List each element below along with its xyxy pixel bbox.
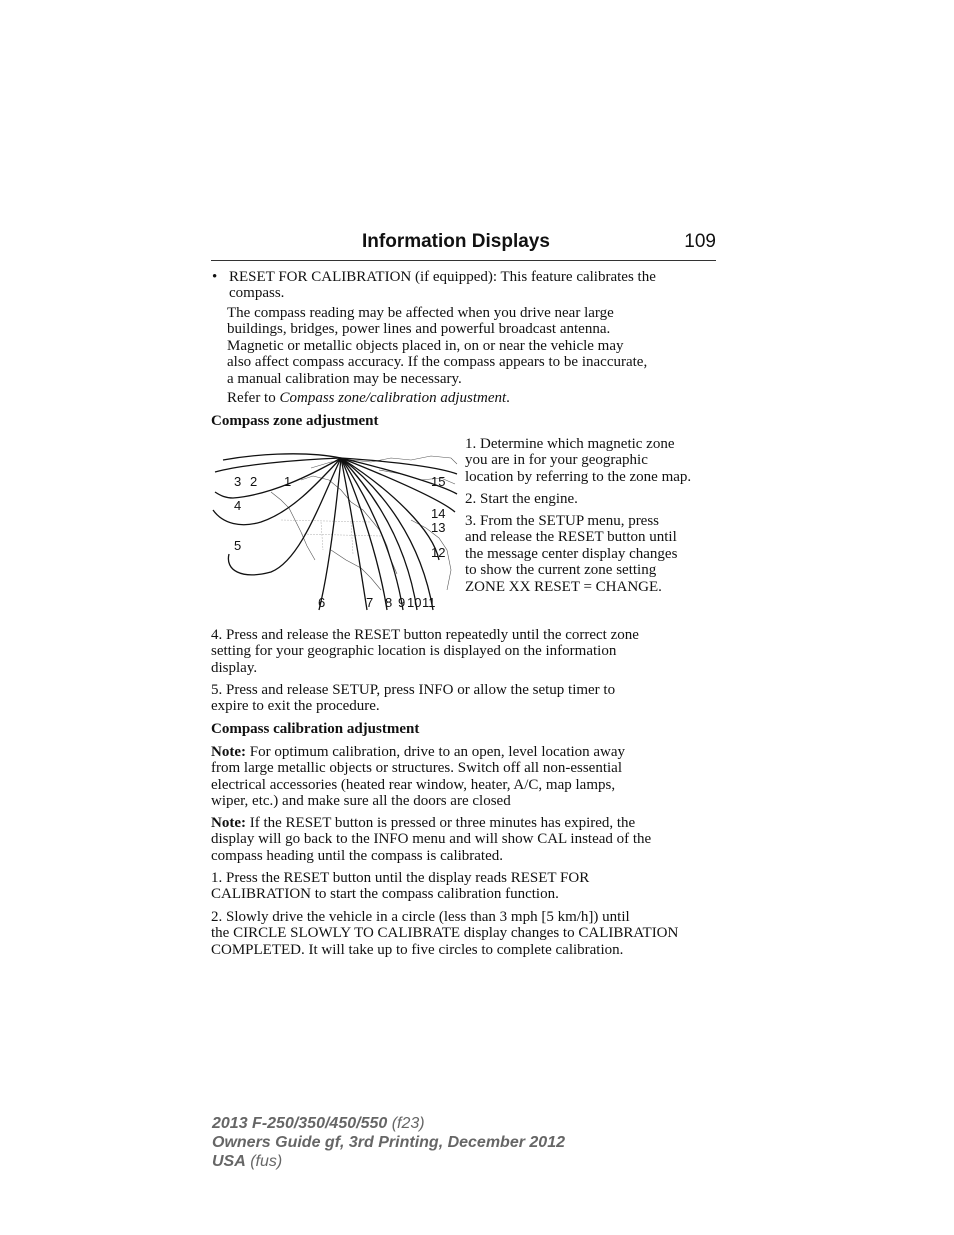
refer-link[interactable]: Compass zone/calibration adjustment <box>279 390 507 406</box>
text-line: to show the current zone setting <box>465 562 657 579</box>
zone-label: 13 <box>431 520 446 535</box>
bullet-marker: • <box>212 269 218 285</box>
zone-label: 5 <box>234 538 242 553</box>
note-label: Note: <box>211 815 246 831</box>
text-line: The compass reading may be affected when you drive near large <box>227 305 614 321</box>
text-line: COMPLETED. It will take up to five circles to complete calibration. <box>211 941 624 958</box>
text-line: RESET FOR CALIBRATION (if equipped): This feature calibrates the <box>229 269 656 285</box>
calibration-step-2 <box>211 909 678 958</box>
text-line: and release the RESET button until <box>465 529 677 546</box>
text-line: ZONE XX RESET = CHANGE. <box>465 578 662 595</box>
text-line: the CIRCLE SLOWLY TO CALIBRATE display changes to CALIBRATION <box>211 925 679 942</box>
zone-label: 1 <box>284 474 292 489</box>
text-line: location by referring to the zone map. <box>465 468 692 485</box>
zone-label: 8 <box>385 595 393 610</box>
text-line: also affect compass accuracy. If the compass appears to be inaccurate, <box>227 354 648 371</box>
calibration-step-1 <box>211 870 589 903</box>
text-line: compass heading until the compass is calibrated. <box>211 847 504 864</box>
text-line: electrical accessories (heated rear window, heater, A/C, map lamps, <box>211 776 616 793</box>
zone-label: 7 <box>366 595 374 610</box>
bullet-reset-calibration <box>229 269 656 302</box>
text-line: expire to exit the procedure. <box>211 698 380 715</box>
zone-step-1 <box>465 436 691 485</box>
compass-zone-map <box>211 450 459 612</box>
text-line: you are in for your geographic <box>465 452 648 469</box>
refer-suffix: . <box>506 390 510 406</box>
page-header <box>211 228 716 261</box>
zone-label: 11 <box>422 595 436 610</box>
text-line: 3. From the SETUP menu, press <box>465 513 660 529</box>
note-1 <box>211 744 625 810</box>
text-line: display will go back to the INFO menu and will show CAL instead of the <box>211 831 652 848</box>
text-line: Note: For optimum calibration, drive to an open, level location away <box>211 744 626 760</box>
footer-line: Owners Guide gf, 3rd Printing, December 2012 <box>212 1134 565 1151</box>
text-line: 1. Press the RESET button until the display reads RESET FOR <box>211 870 590 886</box>
zone-step-3 <box>465 513 677 595</box>
intro-paragraph <box>227 305 647 387</box>
text-line: from large metallic objects or structures. Switch off all non-essential <box>211 760 622 777</box>
zone-heading: Compass zone adjustment <box>211 413 379 429</box>
text-line: 5. Press and release SETUP, press INFO or allow the setup timer to <box>211 682 616 698</box>
page-footer <box>212 1114 565 1171</box>
text-line: 1. Determine which magnetic zone <box>465 436 675 452</box>
refer-line <box>227 390 510 406</box>
text-line: display. <box>211 659 258 676</box>
note-2 <box>211 815 651 864</box>
refer-prefix: Refer to <box>227 390 280 406</box>
text-line: 4. Press and release the RESET button repeatedly until the correct zone <box>211 627 639 643</box>
text-line: compass. <box>229 285 285 302</box>
text-line: a manual calibration may be necessary. <box>227 370 462 387</box>
zone-label: 3 <box>234 474 242 489</box>
zone-label: 12 <box>431 545 446 560</box>
zone-label: 10 <box>407 595 422 610</box>
footer-line: USA (fus) <box>212 1153 283 1170</box>
text-line: CALIBRATION to start the compass calibration function. <box>211 886 559 903</box>
footer-line: 2013 F-250/350/450/550 (f23) <box>212 1115 425 1132</box>
text-line: buildings, bridges, power lines and powerful broadcast antenna. <box>227 321 611 338</box>
zone-label: 9 <box>398 595 406 610</box>
page-number: 109 <box>684 231 716 252</box>
text-line: Note: If the RESET button is pressed or three minutes has expired, the <box>211 815 636 831</box>
text-line: 2. Start the engine. <box>465 491 578 507</box>
zone-step-4 <box>211 627 639 676</box>
calibration-heading: Compass calibration adjustment <box>211 721 420 737</box>
zone-label: 14 <box>431 506 446 521</box>
section-title: Information Displays <box>362 231 550 252</box>
text-line: the message center display changes <box>465 545 678 562</box>
zone-label: 2 <box>250 474 258 489</box>
zone-label: 15 <box>431 474 446 489</box>
text-line: Magnetic or metallic objects placed in, on or near the vehicle may <box>227 337 624 354</box>
text-line: setting for your geographic location is displayed on the information <box>211 643 617 660</box>
zone-label: 4 <box>234 498 242 513</box>
text-line: 2. Slowly drive the vehicle in a circle (less than 3 mph [5 km/h]) until <box>211 909 630 925</box>
map-coastline <box>271 456 457 590</box>
zone-label: 6 <box>318 595 326 610</box>
note-label: Note: <box>211 744 246 760</box>
zone-step-2 <box>465 491 578 507</box>
text-line: wiper, etc.) and make sure all the doors are closed <box>211 793 511 810</box>
zone-step-5 <box>211 682 615 715</box>
